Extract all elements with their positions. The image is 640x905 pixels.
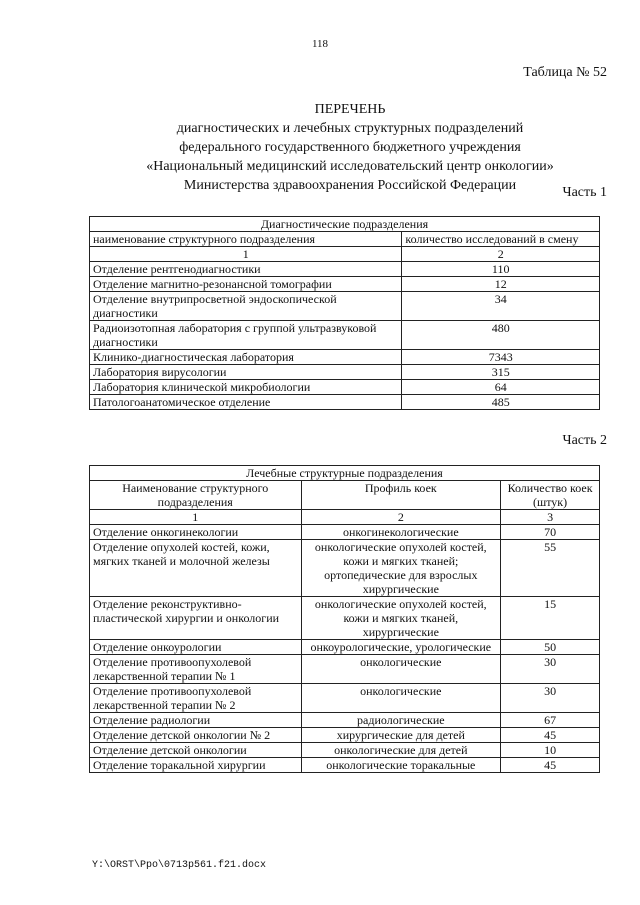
department-name: Отделение радиологии	[90, 713, 302, 728]
department-name: Отделение внутрипросветной эндоскопической диагностики	[90, 292, 402, 321]
table-row	[90, 713, 600, 728]
column-number: 3	[501, 510, 600, 525]
title-line-4: «Национальный медицинский исследовательский центр онкологии»	[146, 159, 554, 174]
diagnostic-table	[89, 216, 600, 410]
treatment-table	[89, 465, 600, 773]
department-name: Отделение магнитно-резонансной томографии	[90, 277, 402, 292]
table-row	[90, 380, 600, 395]
table-row	[90, 758, 600, 773]
table-section-header-row	[90, 466, 600, 481]
bed-profile: онкоурологические, урологические	[301, 640, 501, 655]
bed-count: 55	[501, 540, 600, 597]
column-number: 1	[90, 247, 402, 262]
department-name: Отделение онкоурологии	[90, 640, 302, 655]
bed-count: 15	[501, 597, 600, 640]
column-header: количество исследований в смену	[402, 232, 600, 247]
bed-profile: онкологические торакальные	[301, 758, 501, 773]
department-name: Отделение детской онкологии	[90, 743, 302, 758]
table-column-header-row	[90, 232, 600, 247]
bed-profile: радиологические	[301, 713, 501, 728]
department-name: Патологоанатомическое отделение	[90, 395, 402, 410]
bed-profile: онкогинекологические	[301, 525, 501, 540]
column-number: 2	[402, 247, 600, 262]
department-name: Отделение торакальной хирургии	[90, 758, 302, 773]
bed-count: 67	[501, 713, 600, 728]
bed-count: 50	[501, 640, 600, 655]
title-line-1: ПЕРЕЧЕНЬ	[314, 102, 386, 117]
bed-count: 30	[501, 655, 600, 684]
department-name: Лаборатория вирусологии	[90, 365, 402, 380]
table-row	[90, 743, 600, 758]
department-name: Отделение опухолей костей, кожи, мягких тканей и молочной железы	[90, 540, 302, 597]
department-name: Клинико-диагностическая лаборатория	[90, 350, 402, 365]
column-header: Количество коек (штук)	[501, 481, 600, 510]
table-row	[90, 292, 600, 321]
table-column-number-row	[90, 510, 600, 525]
department-name: Радиоизотопная лаборатория с группой ультразвуковой диагностики	[90, 321, 402, 350]
bed-count: 70	[501, 525, 600, 540]
title-line-2: диагностических и лечебных структурных подразделений	[176, 121, 524, 136]
department-name: Лаборатория клинической микробиологии	[90, 380, 402, 395]
department-name: Отделение рентгенодиагностики	[90, 262, 402, 277]
bed-count: 45	[501, 758, 600, 773]
table-row	[90, 350, 600, 365]
table-row	[90, 655, 600, 684]
title-line-5: Министерства здравоохранения Российской Федерации	[183, 178, 517, 193]
table-row	[90, 597, 600, 640]
part1-label: Часть 1	[562, 185, 607, 200]
column-number: 2	[301, 510, 501, 525]
table-row	[90, 365, 600, 380]
studies-per-shift: 480	[402, 321, 600, 350]
column-header: Профиль коек	[301, 481, 501, 510]
section-header: Лечебные структурные подразделения	[90, 466, 600, 481]
bed-profile: онкологические для детей	[301, 743, 501, 758]
table-section-header-row	[90, 217, 600, 232]
bed-profile: хирургические для детей	[301, 728, 501, 743]
department-name: Отделение противоопухолевой лекарственной терапии № 1	[90, 655, 302, 684]
table-row	[90, 684, 600, 713]
studies-per-shift: 34	[402, 292, 600, 321]
studies-per-shift: 110	[402, 262, 600, 277]
bed-profile: онкологические	[301, 655, 501, 684]
bed-profile: онкологические опухолей костей, кожи и мягких тканей; ортопедические для взрослых хирургические	[301, 540, 501, 597]
bed-profile: онкологические	[301, 684, 501, 713]
table-row	[90, 640, 600, 655]
column-header: наименование структурного подразделения	[90, 232, 402, 247]
bed-count: 10	[501, 743, 600, 758]
column-header: Наименование структурного подразделения	[90, 481, 302, 510]
studies-per-shift: 12	[402, 277, 600, 292]
studies-per-shift: 7343	[402, 350, 600, 365]
department-name: Отделение детской онкологии № 2	[90, 728, 302, 743]
title-line-3: федерального государственного бюджетного учреждения	[179, 140, 521, 155]
table-column-number-row	[90, 247, 600, 262]
bed-count: 45	[501, 728, 600, 743]
bed-profile: онкологические опухолей костей, кожи и мягких тканей, хирургические	[301, 597, 501, 640]
studies-per-shift: 315	[402, 365, 600, 380]
document-title	[100, 100, 600, 195]
bed-count: 30	[501, 684, 600, 713]
table-column-header-row	[90, 481, 600, 510]
page-number: 118	[311, 38, 329, 50]
table-row	[90, 525, 600, 540]
table-label: Таблица № 52	[523, 65, 607, 80]
table-row	[90, 728, 600, 743]
table-row	[90, 540, 600, 597]
section-header: Диагностические подразделения	[90, 217, 600, 232]
studies-per-shift: 485	[402, 395, 600, 410]
column-number: 1	[90, 510, 302, 525]
studies-per-shift: 64	[402, 380, 600, 395]
table-row	[90, 395, 600, 410]
department-name: Отделение онкогинекологии	[90, 525, 302, 540]
department-name: Отделение противоопухолевой лекарственной терапии № 2	[90, 684, 302, 713]
footer-file-path: Y:\ORST\Ppo\0713p561.f21.docx	[92, 860, 267, 871]
table-row	[90, 277, 600, 292]
table-row	[90, 321, 600, 350]
part2-label: Часть 2	[562, 433, 607, 448]
department-name: Отделение реконструктивно-пластической хирургии и онкологии	[90, 597, 302, 640]
table-row	[90, 262, 600, 277]
